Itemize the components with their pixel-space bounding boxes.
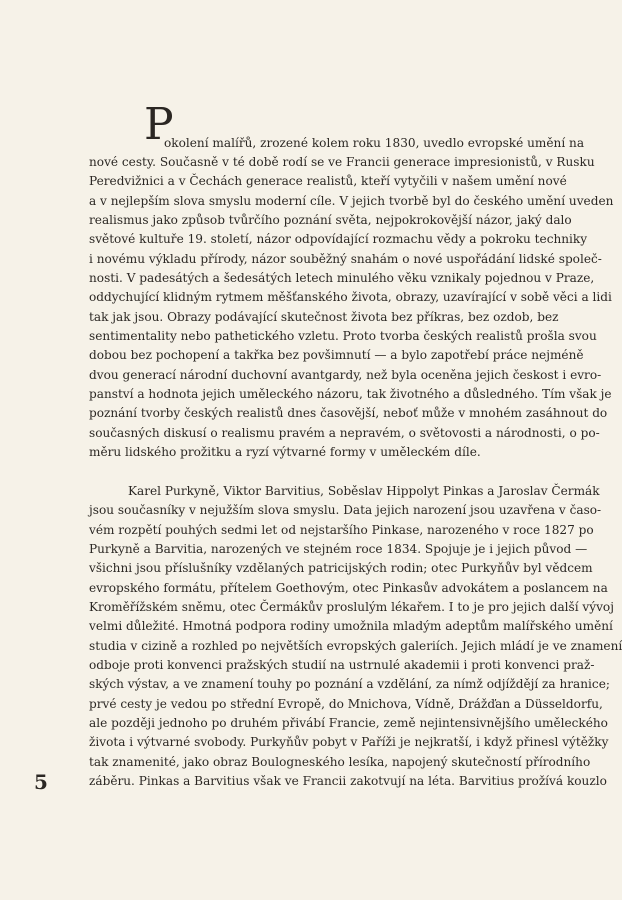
- paragraph-1-line: okolení malířů, zrozené kolem roku 1830, uvedlo evropské umění na: [164, 136, 585, 150]
- paragraph-1-line: i novému výkladu přírody, názor souběžný snahám o nové uspořádání lidské společ-: [89, 252, 602, 266]
- paragraph-1-line: poznání tvorby českých realistů dnes časovější, neboť může v mnohém zasáhnout do: [89, 406, 608, 420]
- paragraph-1-line: měru lidského prožitku a ryzí výtvarné formy v uměleckém díle.: [89, 445, 481, 459]
- paragraph-1-line: dobou bez pochopení a takřka bez povšimnutí — a bylo zapotřebí práce nejméně: [89, 348, 584, 362]
- paragraph-2-line: ale později jednoho po druhém přivábí Francie, země nejintensivnějšího uměleckého: [89, 716, 608, 730]
- paragraph-1-line: oddychující klidným rytmem měšťanského života, obrazy, uzavírající v sobě věci a lidi: [89, 290, 612, 304]
- paragraph-1-line: nové cesty. Současně v té době rodí se ve Francii generace impresionistů, v Rusku: [89, 155, 595, 169]
- paragraph-1-line: sentimentality nebo pathetického vzletu. Proto tvorba českých realistů prošla svou: [89, 329, 597, 343]
- paragraph-2-line: ských výstav, a ve znamení touhy po poznání a vzdělání, za nímž odjíždějí za hranice;: [89, 677, 610, 691]
- paragraph-2-line: Purkyně a Barvitia, narozených ve stejném roce 1834. Spojuje je i jejich původ —: [89, 542, 588, 556]
- paragraph-2-line: vém rozpětí pouhých sedmi let od nejstaršího Pinkase, narozeného v roce 1827 po: [89, 523, 594, 537]
- paragraph-2-line: evropského formátu, přítelem Goethovým, otec Pinkasův advokátem a poslancem na: [89, 581, 608, 595]
- paragraph-1-line: panství a hodnota jejich uměleckého názoru, tak životného a důsledného. Tím však je: [89, 387, 612, 401]
- paragraph-2-line: prvé cesty je vedou po střední Evropě, do Mnichova, Vídně, Drážďan a Düsseldorfu,: [89, 697, 603, 711]
- paragraph-2-line: všichni jsou příslušníky vzdělaných patricijských rodin; otec Purkyňův byl vědcem: [89, 561, 593, 575]
- paragraph-1-line: světové kultuře 19. století, názor odpovídající rozmachu vědy a pokroku techniky: [89, 232, 588, 246]
- paragraph-2-line: velmi důležité. Hmotná podpora rodiny umožnila mladým adeptům malířského umění: [89, 619, 613, 633]
- paragraph-1-line: dvou generací národní duchovní avantgardy, než byla oceněna jejich českost i evro-: [89, 368, 602, 382]
- paragraph-2-line: odboje proti konvenci pražských studií na ustrnulé akademii i proti konvenci praž-: [89, 658, 595, 672]
- paragraph-2-line: tak znamenité, jako obraz Boulogneského lesíka, napojený skutečností přírodního: [89, 755, 591, 769]
- paragraph-2-line: záběru. Pinkas a Barvitius však ve Francii zakotvují na léta. Barvitius prožívá kouzlo: [89, 774, 607, 788]
- paragraph-1-line: tak jak jsou. Obrazy podávající skutečnost života bez příkras, bez ozdob, bez: [89, 310, 559, 324]
- paragraph-2-line: jsou současníky v nejužším slova smyslu. Data jejich narození jsou uzavřena v časo-: [89, 503, 602, 517]
- drop-cap: P: [144, 99, 174, 150]
- paragraph-1-line: současných diskusí o realismu pravém a nepravém, o světovosti a národnosti, o po-: [89, 426, 600, 440]
- paragraph-1-line: nosti. V padesátých a šedesátých letech minulého věku vznikaly pojednou v Praze,: [89, 271, 595, 285]
- paragraph-1-line: a v nejlepším slova smyslu moderní cíle. V jejich tvorbě byl do českého umění uveden: [89, 194, 614, 208]
- paragraph-2-line: Kroměřížském sněmu, otec Čermákův proslulým lékařem. I to je pro jejich další vývoj: [89, 600, 614, 614]
- paragraph-1-line: realismus jako způsob tvůrčího poznání světa, nejpokrokovější názor, jaký dalo: [89, 213, 572, 227]
- paragraph-2-line: Karel Purkyně, Viktor Barvitius, Soběslav Hippolyt Pinkas a Jaroslav Čermák: [128, 484, 600, 498]
- page-number: 5: [34, 770, 48, 794]
- paragraph-2-line: života i výtvarné svobody. Purkyňův pobyt v Paříži je nejkratší, i když přinesl výtěžky: [89, 735, 609, 749]
- paragraph-2-line: studia v cizině a rozhled po největších evropských galeriích. Jejich mládí je ve znamení: [89, 639, 622, 653]
- paragraph-1-line: Peredvižnici a v Čechách generace realistů, kteří vytyčili v našem umění nové: [89, 174, 567, 188]
